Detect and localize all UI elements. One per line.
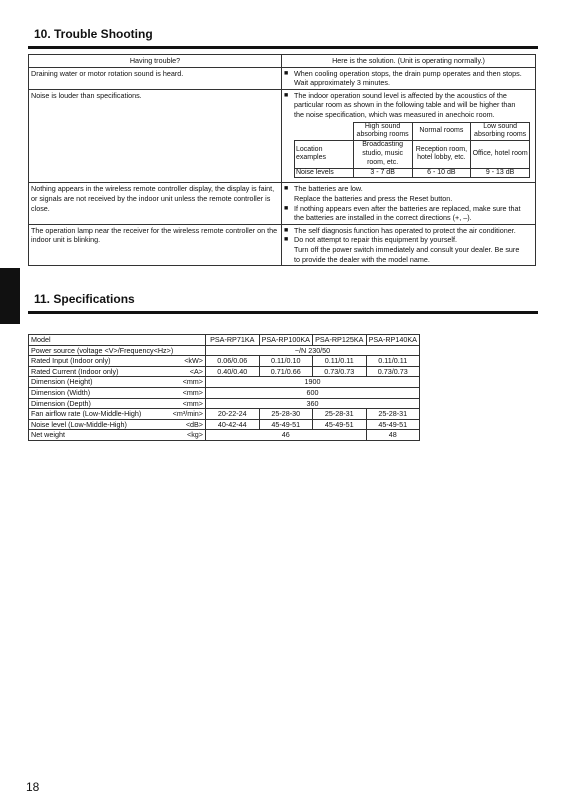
section-rule: [28, 311, 538, 314]
problem-header: Having trouble?: [29, 55, 282, 68]
problem-cell: [29, 183, 282, 224]
spec-value: 46: [206, 430, 367, 441]
square-bullet-icon: ■: [284, 69, 289, 77]
table-row: [29, 67, 536, 89]
spec-value: 45-49-51: [313, 419, 367, 430]
solution-cell: [282, 224, 536, 265]
trouble-shooting-table: [28, 54, 536, 266]
spec-label: Dimension (Depth): [31, 398, 91, 408]
spec-value: 0.11/0.11: [366, 356, 420, 367]
noise-level-value: 3 - 7 dB: [353, 168, 412, 178]
spec-value: ~/N 230/50: [206, 345, 420, 356]
specifications-title: 11. Specifications: [34, 292, 135, 306]
room-type-header: Low sound absorbing rooms: [471, 122, 530, 141]
solution-text: [294, 226, 516, 236]
solution-line: The batteries are low.: [294, 184, 363, 194]
specifications-table: [28, 334, 420, 441]
solution-line: Replace the batteries and press the Reset button.: [294, 193, 453, 203]
model-label: Model: [29, 335, 206, 346]
spec-value: 0.71/0.66: [259, 366, 313, 377]
spec-label-cell: [29, 345, 206, 356]
spec-value: 0.73/0.73: [313, 366, 367, 377]
room-type-header: High sound absorbing rooms: [353, 122, 412, 141]
spec-unit: <mm>: [182, 398, 203, 408]
solution-line: If nothing appears even after the batteries are replaced, make sure that: [294, 203, 521, 213]
problem-cell: [29, 89, 282, 183]
problem-text: Noise is louder than specifications.: [31, 90, 142, 100]
spec-value: 600: [206, 387, 420, 398]
spec-label: Power source (voltage <V>/Frequency<Hz>): [31, 345, 174, 355]
noise-table-wrap: [284, 122, 533, 179]
solution-cell: [282, 183, 536, 224]
solution-text: [294, 184, 452, 203]
spec-unit: <mm>: [182, 387, 203, 397]
spec-unit: <dB>: [185, 419, 203, 429]
square-bullet-icon: ■: [284, 185, 289, 193]
side-tab-marker: [0, 268, 20, 324]
spec-row: [29, 398, 420, 409]
section-rule: [28, 46, 538, 49]
spec-value: 40-42-44: [206, 419, 260, 430]
solution-text: [294, 204, 521, 223]
spec-value: 360: [206, 398, 420, 409]
spec-label-cell: [29, 377, 206, 388]
square-bullet-icon: ■: [284, 236, 289, 244]
spec-label-cell: [29, 398, 206, 409]
spec-value: 0.06/0.06: [206, 356, 260, 367]
solution-line: Turn off the power switch immediately and consult your dealer. Be sure: [294, 244, 520, 254]
trouble-shooting-title: 10. Trouble Shooting: [34, 27, 153, 41]
location-example: Office, hotel room: [471, 141, 530, 168]
spec-label: Fan airflow rate (Low-Middle-High): [31, 409, 142, 419]
table-row: [29, 224, 536, 265]
spec-unit: <kW>: [184, 356, 203, 366]
spec-row: [29, 345, 420, 356]
spec-label-cell: [29, 356, 206, 367]
solution-item: [284, 69, 533, 88]
solution-item: [284, 184, 533, 203]
problem-cell: [29, 67, 282, 89]
spec-value: 48: [366, 430, 420, 441]
model-name: PSA-RP125KA: [313, 335, 367, 346]
spec-value: 20-22-24: [206, 409, 260, 420]
spec-label: Dimension (Height): [31, 377, 93, 387]
spec-label-cell: [29, 409, 206, 420]
solution-line: Do not attempt to repair this equipment by yourself.: [294, 235, 457, 245]
solution-line: the batteries are installed in the correct directions (+, –).: [294, 213, 472, 223]
spec-value: 45-49-51: [366, 419, 420, 430]
page-number: 18: [26, 780, 40, 794]
location-example: Broadcasting studio, music room, etc.: [353, 141, 412, 168]
spec-row: [29, 430, 420, 441]
spec-row: [29, 387, 420, 398]
noise-level-value: 9 - 13 dB: [471, 168, 530, 178]
spec-value: 1900: [206, 377, 420, 388]
problem-cell: [29, 224, 282, 265]
solution-line: particular room as shown in the following table and will be higher than: [294, 100, 516, 110]
problem-text: Draining water or motor rotation sound is heard.: [31, 68, 184, 78]
spec-value: 0.40/0.40: [206, 366, 260, 377]
square-bullet-icon: ■: [284, 91, 289, 99]
spec-row: [29, 419, 420, 430]
noise-level-table: [294, 122, 530, 179]
solution-line: The self diagnosis function has operated to protect the air conditioner.: [294, 225, 516, 235]
solution-header: Here is the solution. (Unit is operating normally.): [282, 55, 536, 68]
spec-label: Rated Input (Indoor only): [31, 356, 111, 366]
spec-label: Net weight: [31, 430, 65, 440]
spec-label-cell: [29, 430, 206, 441]
spec-label: Noise level (Low-Middle-High): [31, 419, 127, 429]
problem-text: The operation lamp near the receiver for the wireless remote controller on the indoor unit is blinking.: [31, 225, 278, 245]
spec-value: 0.11/0.11: [313, 356, 367, 367]
noise-level-value: 6 - 10 dB: [412, 168, 471, 178]
location-row: [295, 141, 530, 168]
location-label: Location examples: [295, 141, 354, 168]
model-name: PSA-RP71KA: [206, 335, 260, 346]
spec-value: 25-28-31: [366, 409, 420, 420]
spec-unit: <A>: [189, 366, 203, 376]
solution-item: [284, 91, 533, 120]
table-header-row: [29, 55, 536, 68]
spec-row: [29, 366, 420, 377]
solution-text: [294, 91, 515, 120]
spec-value: 0.11/0.10: [259, 356, 313, 367]
solution-line: The indoor operation sound level is affected by the acoustics of the: [294, 90, 507, 100]
spec-value: 0.73/0.73: [366, 366, 420, 377]
solution-item: [284, 235, 533, 264]
noise-header-row: [295, 122, 530, 141]
spec-label-cell: [29, 387, 206, 398]
spec-value: 25-28-31: [313, 409, 367, 420]
spec-label-cell: [29, 419, 206, 430]
solution-item: [284, 204, 533, 223]
spec-label-cell: [29, 366, 206, 377]
spec-unit: <mm>: [182, 377, 203, 387]
spec-row: [29, 356, 420, 367]
spec-label: Rated Current (Indoor only): [31, 366, 119, 376]
spec-row: [29, 377, 420, 388]
model-name: PSA-RP140KA: [366, 335, 420, 346]
solution-line: When cooling operation stops, the drain pump operates and then stops.: [294, 68, 522, 78]
spec-value: 45-49-51: [259, 419, 313, 430]
noise-levels-label: Noise levels: [295, 168, 354, 178]
spec-label: Dimension (Width): [31, 387, 91, 397]
solution-cell: [282, 67, 536, 89]
solution-text: [294, 235, 519, 264]
solution-line: the noise specification, which was measured in anechoic room.: [294, 109, 495, 119]
noise-level-row: [295, 168, 530, 178]
solution-item: [284, 226, 533, 236]
solution-text: [294, 69, 522, 88]
square-bullet-icon: ■: [284, 204, 289, 212]
spec-value: 25-28-30: [259, 409, 313, 420]
spec-unit: <kg>: [187, 430, 203, 440]
spec-unit: <m³/min>: [172, 409, 203, 419]
location-example: Reception room, hotel lobby, etc.: [412, 141, 471, 168]
table-row: [29, 89, 536, 183]
solution-line: to provide the dealer with the model name.: [294, 254, 430, 264]
spec-row: [29, 409, 420, 420]
problem-text: Nothing appears in the wireless remote controller display, the display is faint, or signals are not received by the indoor unit unless the remote controller is close.: [31, 184, 275, 213]
room-type-header: Normal rooms: [412, 122, 471, 141]
solution-line: Wait approximately 3 minutes.: [294, 78, 391, 88]
model-row: [29, 335, 420, 346]
solution-cell: [282, 89, 536, 183]
table-row: [29, 183, 536, 224]
blank-cell: [295, 122, 354, 141]
model-name: PSA-RP100KA: [259, 335, 313, 346]
square-bullet-icon: ■: [284, 226, 289, 234]
